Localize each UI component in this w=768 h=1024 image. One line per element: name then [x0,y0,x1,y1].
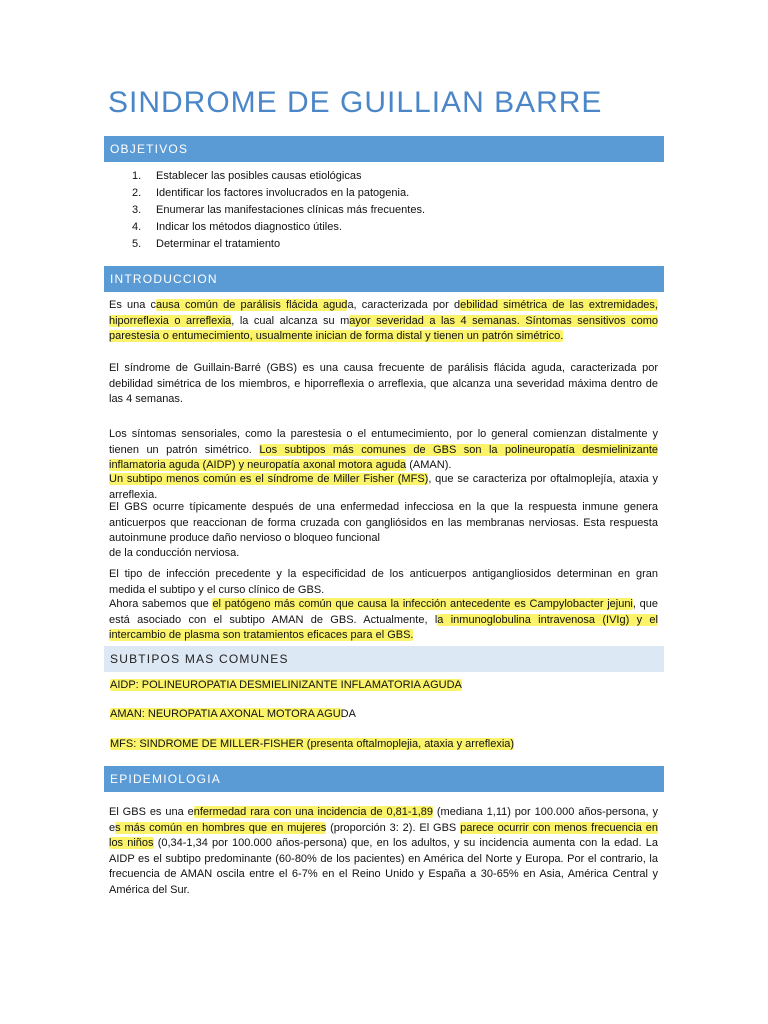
objective-text: Establecer las posibles causas etiológicas [156,170,362,182]
text-run: El GBS es una e [109,806,194,818]
objective-number: 2. [132,187,142,199]
highlighted-text: el patógeno más común que causa la infección antecedente es Campylobacter jejuni [212,598,633,610]
section-heading-epidemiologia: EPIDEMIOLOGIA [104,766,664,792]
section-heading-introduccion: INTRODUCCION [104,266,664,292]
text-run: (0,34-1,34 por 100.000 años-persona) que, en los adultos, y su incidencia aumenta con la edad. La AIDP es el subtipo predominante (60-80% de los pacientes) en América del Norte y Europa. Por el contrario, la frecuencia de AMAN oscila entre el 6-7% en el Reino Unido y España a 30-65% en Asia, América Central y América del Sur. [109,837,658,896]
text-run: Los síntomas sensoriales, como la parestesia o el entumecimiento, por lo general comienzan distalmente y tienen un patrón simétrico. [109,428,658,456]
intro-paragraph-4 [109,472,658,503]
highlighted-text: ausa común de parálisis flácida agud [155,299,348,311]
highlighted-text: ebilidad simétrica de las extremidades, hiporreflexia o arreflexia [109,299,658,327]
highlighted-text: Un subtipo menos común es el síndrome de Miller Fisher (MFS) [109,473,429,485]
text-run: , que se caracteriza por oftalmoplejía, ataxia y arreflexia. [109,473,658,501]
objective-item [132,168,632,185]
section-heading-objetivos: OBJETIVOS [104,136,664,162]
text-run: Ahora sabemos que [109,598,213,610]
subtype-item-mfs [110,737,514,752]
objective-text: Determinar el tratamiento [156,238,281,250]
objectives-list [132,168,632,253]
text-run: (mediana 1,11) por 100.000 años-persona, y e [109,806,658,834]
objective-number: 1. [132,170,142,182]
objective-text: Indicar los métodos diagnostico útiles. [156,221,342,233]
highlighted-text: a inmunoglobulina intravenosa (IVIg) y el intercambio de plasma son tratamientos eficaces para el GBS. [109,613,658,641]
highlighted-text: ayor severidad a las 4 semanas. Síntomas sensitivos como parestesia o entumecimiento, usualmente inician de forma distal y tienen un patrón simétrico. [109,314,658,342]
intro-paragraph-5b: de la conducción nerviosa. [109,547,240,559]
text-run: a, caracterizada por d [347,299,461,311]
subtype-item-aman [110,707,356,722]
subtype-item-aidp [110,678,462,693]
text-run: (AMAN). [406,459,452,471]
intro-paragraph-1 [109,298,658,345]
document-title: SINDROME DE GUILLIAN BARRE [108,86,603,119]
objective-item [132,185,632,202]
intro-paragraph-7 [109,597,658,644]
highlighted-text: nfermedad rara con una incidencia de 0,81-1,89 [193,806,433,818]
objective-number: 3. [132,204,142,216]
intro-paragraph-5: El GBS ocurre típicamente después de una enfermedad infecciosa en la que la respuesta inmune genera anticuerpos que reaccionan de forma cruzada con gangliósidos en las membranas nerviosas. Esta respuesta autoinmune produce daño nervioso o bloqueo funcional [109,501,658,544]
highlighted-text: AMAN: NEUROPATIA AXONAL MOTORA AGU [110,708,341,720]
text-run: Es una c [109,299,156,311]
objective-number: 4. [132,221,142,233]
highlighted-text: Los subtipos más comunes de GBS son la polineuropatía desmielinizante inflamatoria aguda (AIDP) y neuropatía axonal motora aguda [109,443,658,471]
text-run: , la cual alcanza su m [231,314,350,327]
intro-paragraph-6: El tipo de infección precedente y la especificidad de los anticuerpos antigangliosidos determinan en gran medida el subtipo y el curso clínico de GBS. [109,568,658,596]
section-heading-subtipos: SUBTIPOS MAS COMUNES [104,646,664,672]
objective-number: 5. [132,238,142,250]
text-run: DA [340,708,356,720]
text-run: (proporción 3: 2). El GBS [326,821,461,834]
objective-text: Enumerar las manifestaciones clínicas más frecuentes. [156,204,426,216]
objective-item [132,202,632,219]
epidemiology-paragraph [109,805,658,898]
intro-paragraph-3 [109,427,658,474]
objective-text: Identificar los factores involucrados en la patogenia. [156,187,410,199]
highlighted-text: s más común en hombres que en mujeres [115,821,327,834]
highlighted-text: AIDP: POLINEUROPATIA DESMIELINIZANTE INFLAMATORIA AGUDA [110,679,462,691]
objective-item [132,219,632,236]
highlighted-text: parece ocurrir con menos frecuencia en los niños [109,821,659,849]
text-run: , que está asociado con el subtipo AMAN de GBS. Actualmente, l [109,598,658,626]
highlighted-text: MFS: SINDROME DE MILLER-FISHER (presenta oftalmoplejia, ataxia y arreflexia) [110,738,515,750]
intro-paragraph-2: El síndrome de Guillain-Barré (GBS) es una causa frecuente de parálisis flácida aguda, caracterizada por debilidad simétrica de los miembros, e hiporreflexia o arreflexia, que alcanza una severidad máxima dentro de las 4 semanas. [109,362,658,405]
objective-item [132,236,632,253]
